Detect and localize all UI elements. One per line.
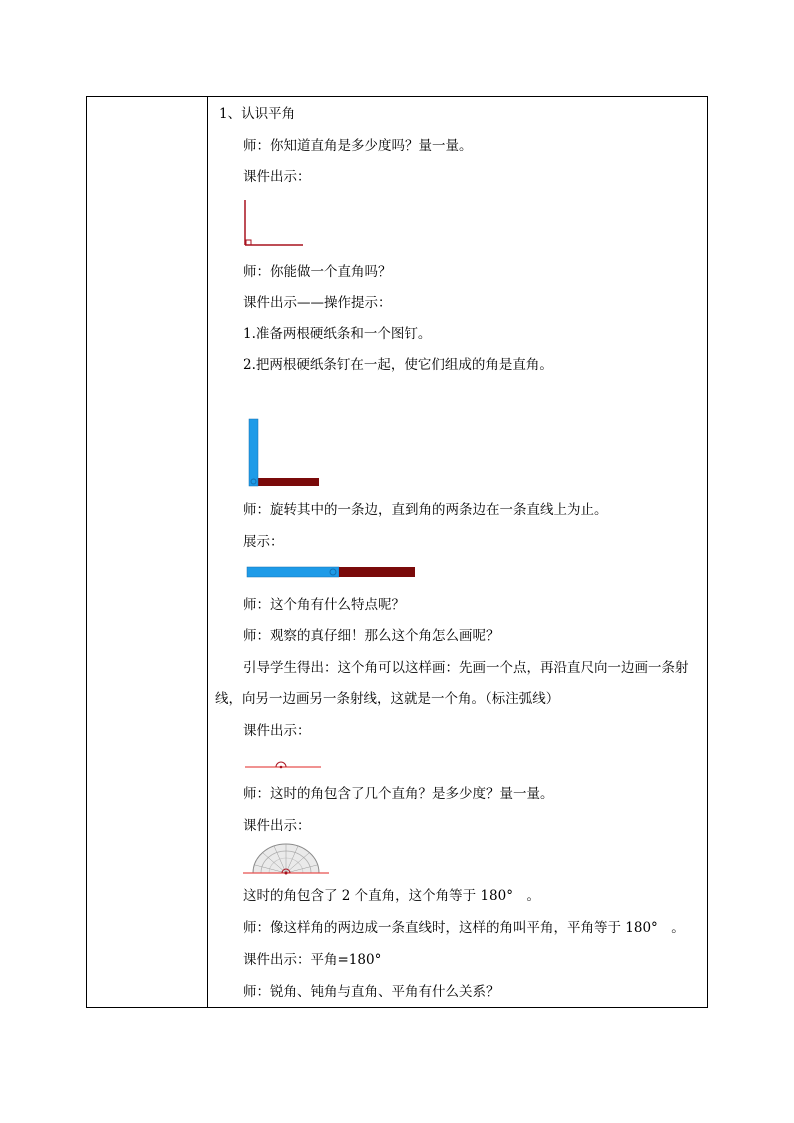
text-line: 2.把两根硬纸条钉在一起，使它们组成的角是直角。 [243, 357, 553, 373]
straight-angle-figure [243, 757, 323, 771]
text-line: 展示： [243, 534, 284, 550]
text-line: 师：像这样角的两边成一条直线时，这样的角叫平角，平角等于 180° 。 [243, 920, 685, 936]
text-line: 引导学生得出：这个角可以这样画：先画一个点，再沿直尺向一边画一条射 [243, 660, 689, 676]
right-angle-figure [243, 199, 305, 247]
protractor-figure [241, 841, 331, 879]
column-divider [207, 97, 208, 1007]
text-line: 线，向另一边画另一条射线，这就是一个角。（标注弧线） [215, 691, 560, 707]
text-line: 1.准备两根硬纸条和一个图钉。 [243, 326, 432, 342]
text-line: 师：锐角、钝角与直角、平角有什么关系？ [243, 984, 500, 1000]
section-title: 1、认识平角 [219, 106, 296, 122]
text-line: 师：这时的角包含了几个直角？是多少度？量一量。 [243, 786, 554, 802]
text-line: 师：这个角有什么特点呢？ [243, 597, 405, 613]
lesson-content [209, 97, 707, 1007]
paper-strips-right-angle [245, 417, 321, 489]
text-line: 课件出示： [243, 818, 311, 834]
lesson-table [86, 96, 708, 1008]
paper-strips-straight-angle [245, 565, 417, 579]
text-line: 师：旋转其中的一条边，直到角的两条边在一条直线上为止。 [243, 502, 608, 518]
text-line: 课件出示——操作提示： [243, 295, 392, 311]
text-line: 课件出示： [243, 723, 311, 739]
text-line: 师：你能做一个直角吗？ [243, 264, 392, 280]
text-line: 课件出示：平角=180° [243, 952, 382, 968]
text-line: 这时的角包含了 2 个直角，这个角等于 180° 。 [243, 888, 540, 904]
text-line: 师：你知道直角是多少度吗？量一量。 [243, 138, 473, 154]
text-line: 课件出示： [243, 169, 311, 185]
text-line: 师：观察的真仔细！那么这个角怎么画呢？ [243, 628, 500, 644]
